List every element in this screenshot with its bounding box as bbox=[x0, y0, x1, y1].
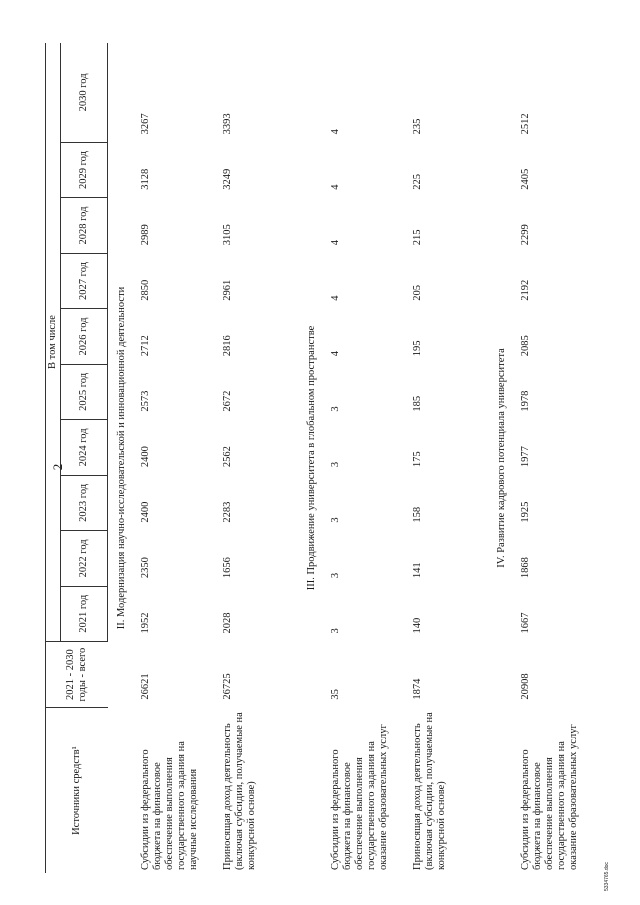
header-year: 2024 год bbox=[61, 420, 108, 475]
header-total: 2021 - 2030 годы - всего bbox=[46, 642, 108, 708]
value-cell: 2672 bbox=[222, 390, 233, 412]
value-cell: 3267 bbox=[140, 113, 151, 135]
value-cell: 2512 bbox=[520, 113, 531, 135]
total-cell: 20908 bbox=[520, 673, 531, 700]
value-cell: 1667 bbox=[520, 612, 531, 634]
value-cell: 141 bbox=[412, 562, 423, 579]
header-year: 2028 год bbox=[61, 198, 108, 253]
value-cell: 2961 bbox=[222, 279, 233, 301]
table-row bbox=[216, 43, 298, 873]
value-cell: 175 bbox=[412, 451, 423, 468]
section-title: IV. Развитие кадрового потенциала университета bbox=[496, 348, 507, 568]
value-cell: 2400 bbox=[140, 501, 151, 523]
header-year: 2023 год bbox=[61, 475, 108, 530]
section-title: II. Модернизация научно-исследовательской и инновационной деятельности bbox=[116, 286, 127, 630]
value-cell: 4 bbox=[330, 295, 341, 301]
value-cell: 185 bbox=[412, 395, 423, 412]
value-cell: 1925 bbox=[520, 501, 531, 523]
value-cell: 235 bbox=[412, 118, 423, 135]
header-year: 2029 год bbox=[61, 142, 108, 197]
source-cell: Приносящая доход деятельность (включая субсидии, получаемые на конкурсной основе) bbox=[412, 712, 447, 870]
header-year: 2030 год bbox=[61, 43, 108, 142]
table-row bbox=[324, 43, 406, 873]
value-cell: 1952 bbox=[140, 612, 151, 634]
value-cell: 2712 bbox=[140, 335, 151, 357]
value-cell: 4 bbox=[330, 129, 341, 135]
value-cell: 195 bbox=[412, 340, 423, 357]
header-including: В том числе bbox=[46, 43, 61, 642]
document-code: 5334765.doc bbox=[604, 862, 610, 891]
total-cell: 35 bbox=[330, 689, 341, 700]
value-cell: 215 bbox=[412, 229, 423, 246]
source-cell: Субсидии из федерального бюджета на финансовое обеспечение выполнения государственного задания на научные исследования bbox=[140, 741, 199, 870]
total-cell: 1874 bbox=[412, 678, 423, 700]
value-cell: 1977 bbox=[520, 446, 531, 468]
value-cell: 3 bbox=[330, 406, 341, 412]
value-cell: 2028 bbox=[222, 612, 233, 634]
value-cell: 1656 bbox=[222, 557, 233, 579]
value-cell: 2816 bbox=[222, 335, 233, 357]
value-cell: 2400 bbox=[140, 446, 151, 468]
table-row bbox=[514, 43, 596, 873]
value-cell: 2350 bbox=[140, 557, 151, 579]
value-cell: 3 bbox=[330, 628, 341, 634]
value-cell: 2562 bbox=[222, 446, 233, 468]
source-cell: Субсидии из федерального бюджета на финансовое обеспечение выполнения государственного задания на оказание образовательных услуг bbox=[330, 724, 389, 870]
value-cell: 4 bbox=[330, 350, 341, 357]
table-body bbox=[108, 43, 597, 873]
table-row bbox=[134, 43, 216, 873]
header-sources: Источники средств¹ bbox=[46, 708, 108, 873]
total-cell: 26725 bbox=[222, 673, 233, 700]
header-year: 2025 год bbox=[61, 364, 108, 419]
header-year: 2021 год bbox=[61, 586, 108, 641]
value-cell: 1978 bbox=[520, 390, 531, 412]
funding-table bbox=[45, 43, 596, 873]
header-year: 2026 год bbox=[61, 309, 108, 364]
value-cell: 1868 bbox=[520, 557, 531, 579]
value-cell: 2299 bbox=[520, 224, 531, 246]
value-cell: 3128 bbox=[140, 168, 151, 190]
value-cell: 2850 bbox=[140, 279, 151, 301]
value-cell: 3393 bbox=[222, 113, 233, 135]
rotated-table-sheet bbox=[45, 43, 585, 873]
header-year: 2027 год bbox=[61, 253, 108, 308]
value-cell: 205 bbox=[412, 284, 423, 301]
value-cell: 3 bbox=[330, 572, 341, 579]
value-cell: 2989 bbox=[140, 224, 151, 246]
value-cell: 3 bbox=[330, 517, 341, 523]
value-cell: 225 bbox=[412, 174, 423, 190]
total-cell: 26621 bbox=[140, 673, 151, 700]
table-row bbox=[406, 43, 488, 873]
value-cell: 158 bbox=[412, 506, 423, 523]
header-year: 2022 год bbox=[61, 531, 108, 586]
value-cell: 3249 bbox=[222, 168, 233, 190]
page-number: 2 bbox=[50, 463, 65, 471]
value-cell: 2573 bbox=[140, 390, 151, 412]
source-cell: Приносящая доход деятельность (включая субсидии, получаемые на конкурсной основе) bbox=[222, 712, 257, 870]
value-cell: 3 bbox=[330, 461, 341, 468]
value-cell: 2405 bbox=[520, 168, 531, 190]
value-cell: 3105 bbox=[222, 224, 233, 246]
value-cell: 2085 bbox=[520, 335, 531, 357]
source-cell: Субсидии из федерального бюджета на финансовое обеспечение выполнения государственного задания на оказание образовательных услуг bbox=[520, 724, 579, 870]
value-cell: 140 bbox=[412, 617, 423, 634]
value-cell: 2192 bbox=[520, 279, 531, 301]
value-cell: 4 bbox=[330, 240, 341, 246]
value-cell: 4 bbox=[330, 184, 341, 190]
table-header bbox=[46, 43, 108, 873]
value-cell: 2283 bbox=[222, 501, 233, 523]
section-title: III. Продвижение университета в глобальном пространстве bbox=[306, 325, 317, 591]
